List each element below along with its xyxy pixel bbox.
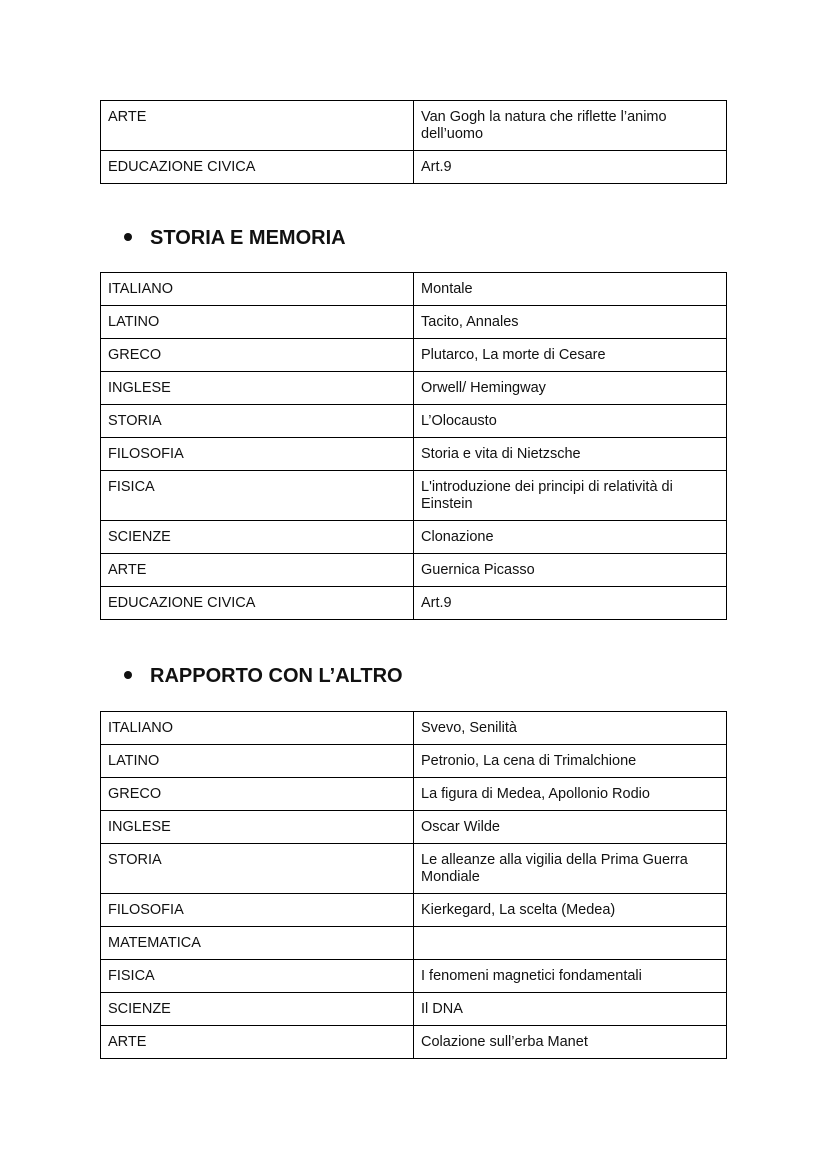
table-row (101, 405, 727, 438)
subject-cell: ITALIANO (101, 273, 414, 306)
subject-cell: FISICA (101, 960, 414, 993)
topic-cell: Clonazione (414, 521, 727, 554)
section-heading-text: RAPPORTO CON L’ALTRO (150, 665, 403, 687)
topic-cell: Montale (414, 273, 727, 306)
table-row (101, 927, 727, 960)
table-row (101, 339, 727, 372)
table-row (101, 993, 727, 1026)
table-row (101, 1026, 727, 1059)
topic-cell: La figura di Medea, Apollonio Rodio (414, 778, 727, 811)
subject-cell: STORIA (101, 405, 414, 438)
topic-cell: I fenomeni magnetici fondamentali (414, 960, 727, 993)
table-row (101, 101, 727, 151)
bullet-icon (124, 233, 132, 241)
topic-cell: Petronio, La cena di Trimalchione (414, 745, 727, 778)
topic-cell: Svevo, Senilità (414, 712, 727, 745)
table-row (101, 471, 727, 521)
subject-cell: FISICA (101, 471, 414, 521)
topic-cell: L'introduzione dei principi di relatività di Einstein (414, 471, 727, 521)
topic-cell: Tacito, Annales (414, 306, 727, 339)
subject-cell: LATINO (101, 745, 414, 778)
topic-cell: Kierkegard, La scelta (Medea) (414, 894, 727, 927)
table-row (101, 844, 727, 894)
subject-cell: INGLESE (101, 811, 414, 844)
subject-cell: ARTE (101, 554, 414, 587)
table-row (101, 273, 727, 306)
subject-cell: SCIENZE (101, 521, 414, 554)
subject-cell: FILOSOFIA (101, 438, 414, 471)
subject-cell: INGLESE (101, 372, 414, 405)
table-row (101, 587, 727, 620)
table-row (101, 306, 727, 339)
table-row (101, 745, 727, 778)
subject-cell: STORIA (101, 844, 414, 894)
subject-cell: GRECO (101, 339, 414, 372)
table-row (101, 151, 727, 184)
table-row (101, 372, 727, 405)
topic-cell (414, 927, 727, 960)
table-row (101, 554, 727, 587)
subject-cell: ITALIANO (101, 712, 414, 745)
bullet-icon (124, 671, 132, 679)
section-heading-text: STORIA E MEMORIA (150, 227, 346, 249)
section-heading-storia-e-memoria (124, 226, 346, 250)
subject-cell: EDUCAZIONE CIVICA (101, 587, 414, 620)
table-row (101, 811, 727, 844)
subject-cell: GRECO (101, 778, 414, 811)
table-row (101, 712, 727, 745)
table-row (101, 521, 727, 554)
subject-cell: MATEMATICA (101, 927, 414, 960)
subjects-table-top (100, 100, 727, 184)
subject-cell: FILOSOFIA (101, 894, 414, 927)
subjects-table-storia-e-memoria (100, 272, 727, 620)
topic-cell: Art.9 (414, 151, 727, 184)
subject-cell: LATINO (101, 306, 414, 339)
table-row (101, 960, 727, 993)
topic-cell: Le alleanze alla vigilia della Prima Guerra Mondiale (414, 844, 727, 894)
topic-cell: Il DNA (414, 993, 727, 1026)
topic-cell: Oscar Wilde (414, 811, 727, 844)
subject-cell: EDUCAZIONE CIVICA (101, 151, 414, 184)
topic-cell: Storia e vita di Nietzsche (414, 438, 727, 471)
topic-cell: Colazione sull’erba Manet (414, 1026, 727, 1059)
topic-cell: Art.9 (414, 587, 727, 620)
section-heading-rapporto-con-altro (124, 664, 403, 688)
topic-cell: Orwell/ Hemingway (414, 372, 727, 405)
table-row (101, 438, 727, 471)
table-row (101, 778, 727, 811)
topic-cell: Plutarco, La morte di Cesare (414, 339, 727, 372)
subject-cell: ARTE (101, 101, 414, 151)
topic-cell: L’Olocausto (414, 405, 727, 438)
topic-cell: Van Gogh la natura che riflette l’animo dell’uomo (414, 101, 727, 151)
topic-cell: Guernica Picasso (414, 554, 727, 587)
subject-cell: SCIENZE (101, 993, 414, 1026)
table-row (101, 894, 727, 927)
subjects-table-rapporto-con-altro (100, 711, 727, 1059)
subject-cell: ARTE (101, 1026, 414, 1059)
